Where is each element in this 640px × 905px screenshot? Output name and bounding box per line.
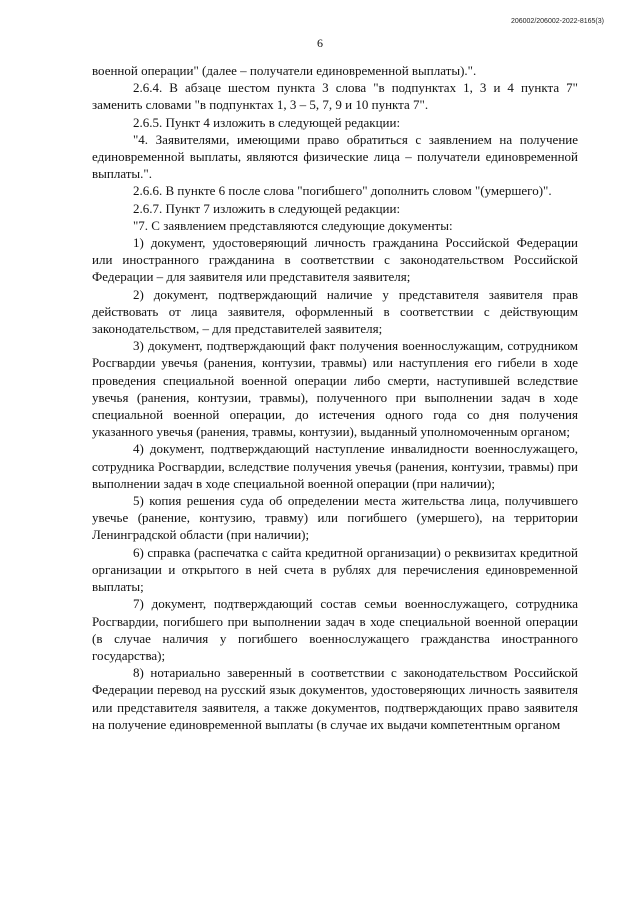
- paragraph: 2.6.6. В пункте 6 после слова "погибшего" дополнить словом "(умершего)".: [133, 183, 552, 199]
- paragraph: "4. Заявителями, имеющими право обратиться с заявлением на получение единовременной выплаты, являются физические лица – получатели единовременной выплаты.".: [92, 131, 578, 182]
- paragraph: 2) документ, подтверждающий наличие у представителя заявителя прав действовать от лица заявителя, оформленный в соответствии с действующим законодательством, – для представителей заявителя;: [92, 286, 578, 337]
- paragraph: 5) копия решения суда об определении места жительства лица, получившего увечье (ранение, контузию, травму) или погибшего (умершего), на территории Ленинградской области (при наличии);: [92, 493, 578, 543]
- paragraph: 4) документ, подтверждающий наступление инвалидности военнослужащего, сотрудника Росгвардии, вследствие получения увечья (ранения, контузии, травмы) при выполнении задач в ходе специальной военной операции (при наличии);: [92, 441, 578, 491]
- document-id: 206002/206002-2022-8165(3): [510, 18, 604, 25]
- paragraph: 6) справка (распечатка с сайта кредитной организации) о реквизитах кредитной организации и открытого в ней счета в рублях для перечисления единовременной выплаты;: [92, 544, 578, 595]
- paragraph: 7) документ, подтверждающий состав семьи военнослужащего, сотрудника Росгвардии, погибшего при выполнении задач в ходе специальной военной операции (в случае наличия у погибшего военнослужащего гражданства иностранного государства);: [92, 596, 578, 663]
- paragraph: военной операции" (далее – получатели единовременной выплаты).".: [92, 63, 477, 78]
- paragraph: 2.6.7. Пункт 7 изложить в следующей редакции:: [133, 200, 401, 216]
- page-number: 6: [317, 36, 323, 50]
- paragraph: 2.6.5. Пункт 4 изложить в следующей редакции:: [133, 114, 401, 130]
- paragraph: "7. С заявлением представляются следующие документы:: [133, 217, 453, 233]
- paragraph: 2.6.4. В абзаце шестом пункта 3 слова "в подпунктах 1, 3 и 4 пункта 7" заменить словами "в подпунктах 1, 3 – 5, 7, 9 и 10 пункта 7".: [92, 80, 578, 113]
- paragraph: 1) документ, удостоверяющий личность гражданина Российской Федерации или иностранного гражданина в соответствии с законодательством Российской Федерации – для заявителя или представителя заявителя;: [92, 235, 578, 285]
- document-body: [92, 62, 578, 733]
- paragraph: 8) нотариально заверенный в соответствии с законодательством Российской Федерации перевод на русский язык документов, удостоверяющих личность заявителя или представителя заявителя, а также документов, подтверждающих право заявителя на получение единовременной выплаты (в случае их выдачи компетентным органом: [92, 665, 578, 732]
- paragraph: 3) документ, подтверждающий факт получения военнослужащим, сотрудником Росгвардии увечья (ранения, контузии, травмы) или наступления его гибели в ходе проведения специальной военной операции либо смерти, наступившей вследствие увечья (ранения, контузии, травмы), полученного при выполнении задач в ходе специальной военной операции, до истечения одного года со дня получения указанного увечья (ранения, травмы, контузии), выданный уполномоченным органом;: [92, 338, 578, 440]
